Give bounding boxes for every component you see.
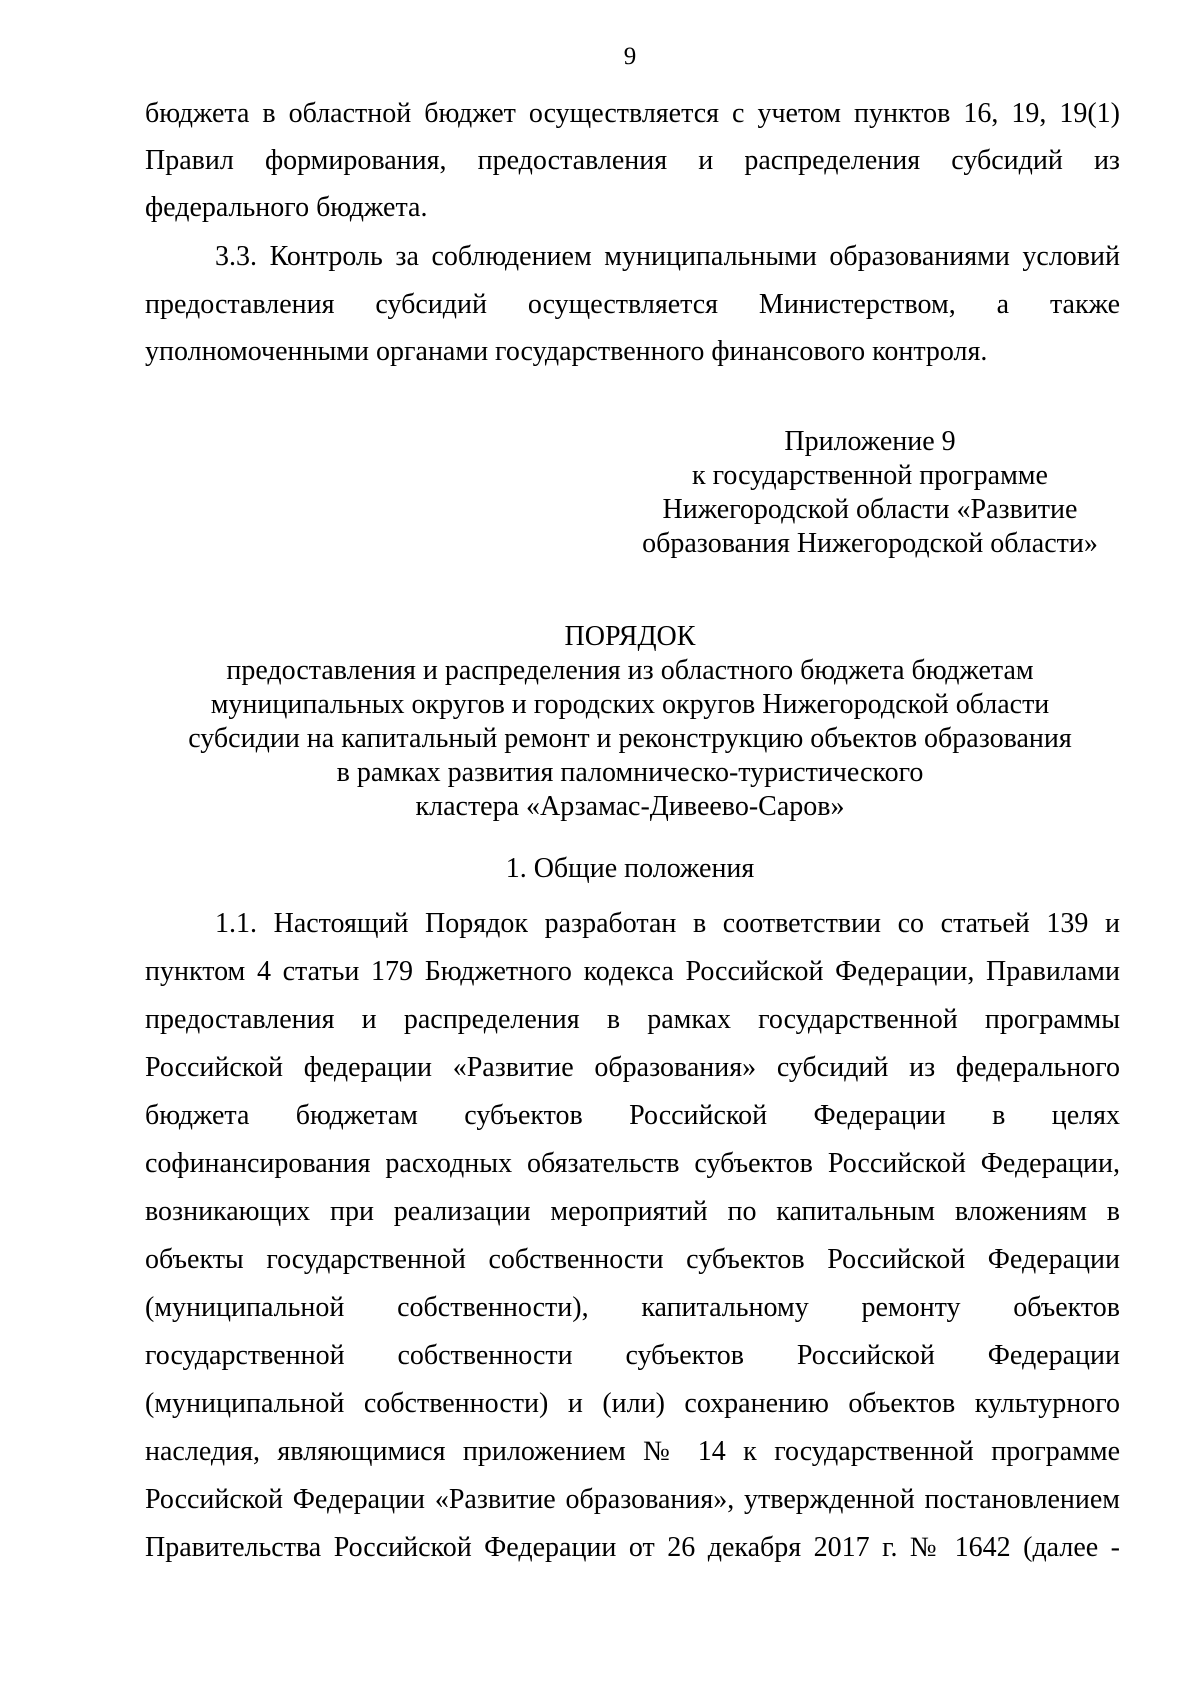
clause-line: 3.3. Контроль за соблюдением муниципальными образованиями условий <box>215 241 1120 272</box>
clause-line: предоставления субсидий осуществляется Министерством, а также <box>145 289 1120 320</box>
continuation-line: бюджета в областной бюджет осуществляется с учетом пунктов 16, 19, 19(1) <box>145 98 1120 129</box>
clause-line: 1.1. Настоящий Порядок разработан в соответствии со статьей 139 и <box>215 908 1120 939</box>
clause-line: государственной собственности субъектов Российской Федерации <box>145 1340 1120 1371</box>
annex-line: к государственной программе <box>692 460 1048 491</box>
title-heading: ПОРЯДОК <box>564 621 696 652</box>
annex-line: образования Нижегородской области» <box>642 528 1098 559</box>
clause-line: возникающих при реализации мероприятий по капитальным вложениям в <box>145 1196 1120 1227</box>
clause-line: бюджета бюджетам субъектов Российской Федерации в целях <box>145 1100 1120 1131</box>
title-line: муниципальных округов и городских округов Нижегородской области <box>210 689 1050 720</box>
page-number: 9 <box>623 43 637 70</box>
clause-line: уполномоченными органами государственного финансового контроля. <box>145 336 988 367</box>
title-line: в рамках развития паломническо-туристического <box>336 757 924 788</box>
clause-line: объекты государственной собственности субъектов Российской Федерации <box>145 1244 1120 1275</box>
clause-line: предоставления и распределения в рамках государственной программы <box>145 1004 1120 1035</box>
clause-line: Правительства Российской Федерации от 26 декабря 2017 г. № 1642 (далее - <box>145 1532 1120 1563</box>
clause-line: (муниципальной собственности), капитальному ремонту объектов <box>145 1292 1120 1323</box>
title-line: кластера «Арзамас-Дивеево-Саров» <box>415 791 845 822</box>
title-line: предоставления и распределения из областного бюджета бюджетам <box>226 655 1034 686</box>
title-line: субсидии на капитальный ремонт и реконструкцию объектов образования <box>188 723 1072 754</box>
clause-line: Российской Федерации «Развитие образования», утвержденной постановлением <box>145 1484 1120 1515</box>
continuation-line: Правил формирования, предоставления и распределения субсидий из <box>145 145 1120 176</box>
clause-line: (муниципальной собственности) и (или) сохранению объектов культурного <box>145 1388 1120 1419</box>
clause-line: Российской федерации «Развитие образования» субсидий из федерального <box>145 1052 1120 1083</box>
clause-line: наследия, являющимися приложением № 14 к государственной программе <box>145 1436 1120 1467</box>
annex-line: Нижегородской области «Развитие <box>662 494 1078 525</box>
annex-line: Приложение 9 <box>784 426 956 457</box>
section-heading: 1. Общие положения <box>505 853 755 884</box>
continuation-line: федерального бюджета. <box>145 192 428 223</box>
clause-line: софинансирования расходных обязательств субъектов Российской Федерации, <box>145 1148 1120 1179</box>
clause-line: пунктом 4 статьи 179 Бюджетного кодекса Российской Федерации, Правилами <box>145 956 1120 987</box>
